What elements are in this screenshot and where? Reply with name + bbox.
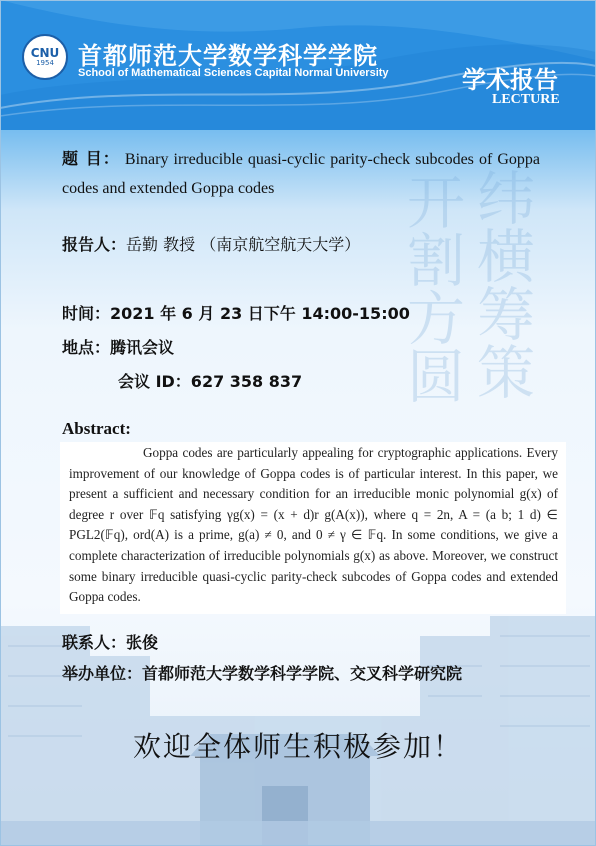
title-label: 题 目： bbox=[62, 149, 120, 168]
contact-person: 联系人：张俊 bbox=[62, 633, 159, 652]
talk-time: 时间：2021 年 6 月 23 日下午 14:00-15:00 bbox=[62, 304, 410, 323]
logo-text: CNU bbox=[30, 45, 60, 60]
speaker-label: 报告人： bbox=[62, 235, 127, 254]
welcome-message: 欢迎全体师生积极参加！ bbox=[132, 730, 463, 763]
lecture-heading-en: LECTURE bbox=[492, 92, 560, 107]
title-text: Binary irreducible quasi-cyclic parity-check subcodes of Goppa codes and extended Goppa codes bbox=[62, 151, 540, 197]
talk-place: 地点：腾讯会议 bbox=[62, 338, 175, 357]
background-calligraphy-right: 纬横筹策 bbox=[467, 168, 535, 400]
organizer: 举办单位：首都师范大学数学科学学院、交叉科学研究院 bbox=[62, 664, 463, 683]
school-name-cn: 首都师范大学数学科学学院 bbox=[78, 41, 378, 70]
meeting-id: 会议 ID：627 358 837 bbox=[118, 372, 303, 391]
school-name-en: School of Mathematical Sciences Capital Normal University bbox=[78, 67, 389, 79]
speaker-name: 岳勤 教授 （南京航空航天大学） bbox=[126, 235, 361, 254]
abstract-paragraph-1: Goppa codes are particularly appealing for cryptographic applications. Every improvement of our knowledge of Goppa codes is of particular interest. In this paper, we present a sufficient and necessary condition for an irreducible monic polynomial g(x) of degree r over 𝔽q satisfying γg(x) = (x + d)r g(A(x)), where q = 2n, A = (a b; 1 d) ∈ PGL2(𝔽q), ord(A) is a prime, g(a) ≠ 0, and 0 ≠ γ ∈ 𝔽q. bbox=[69, 445, 558, 543]
lecture-heading-cn: 学术报告 bbox=[462, 66, 558, 94]
abstract-label: Abstract: bbox=[62, 419, 131, 438]
abstract-paragraph-2: In some conditions, we give a complete characterization of irreducible polynomials g(x) as above. Moreover, we construct some binary irreducible quasi-cyclic parity-check subcodes of Goppa codes and extended Goppa codes. bbox=[69, 527, 559, 605]
logo-year: 1954 bbox=[36, 58, 54, 67]
background-calligraphy-left: 开割方圆 bbox=[397, 172, 465, 404]
